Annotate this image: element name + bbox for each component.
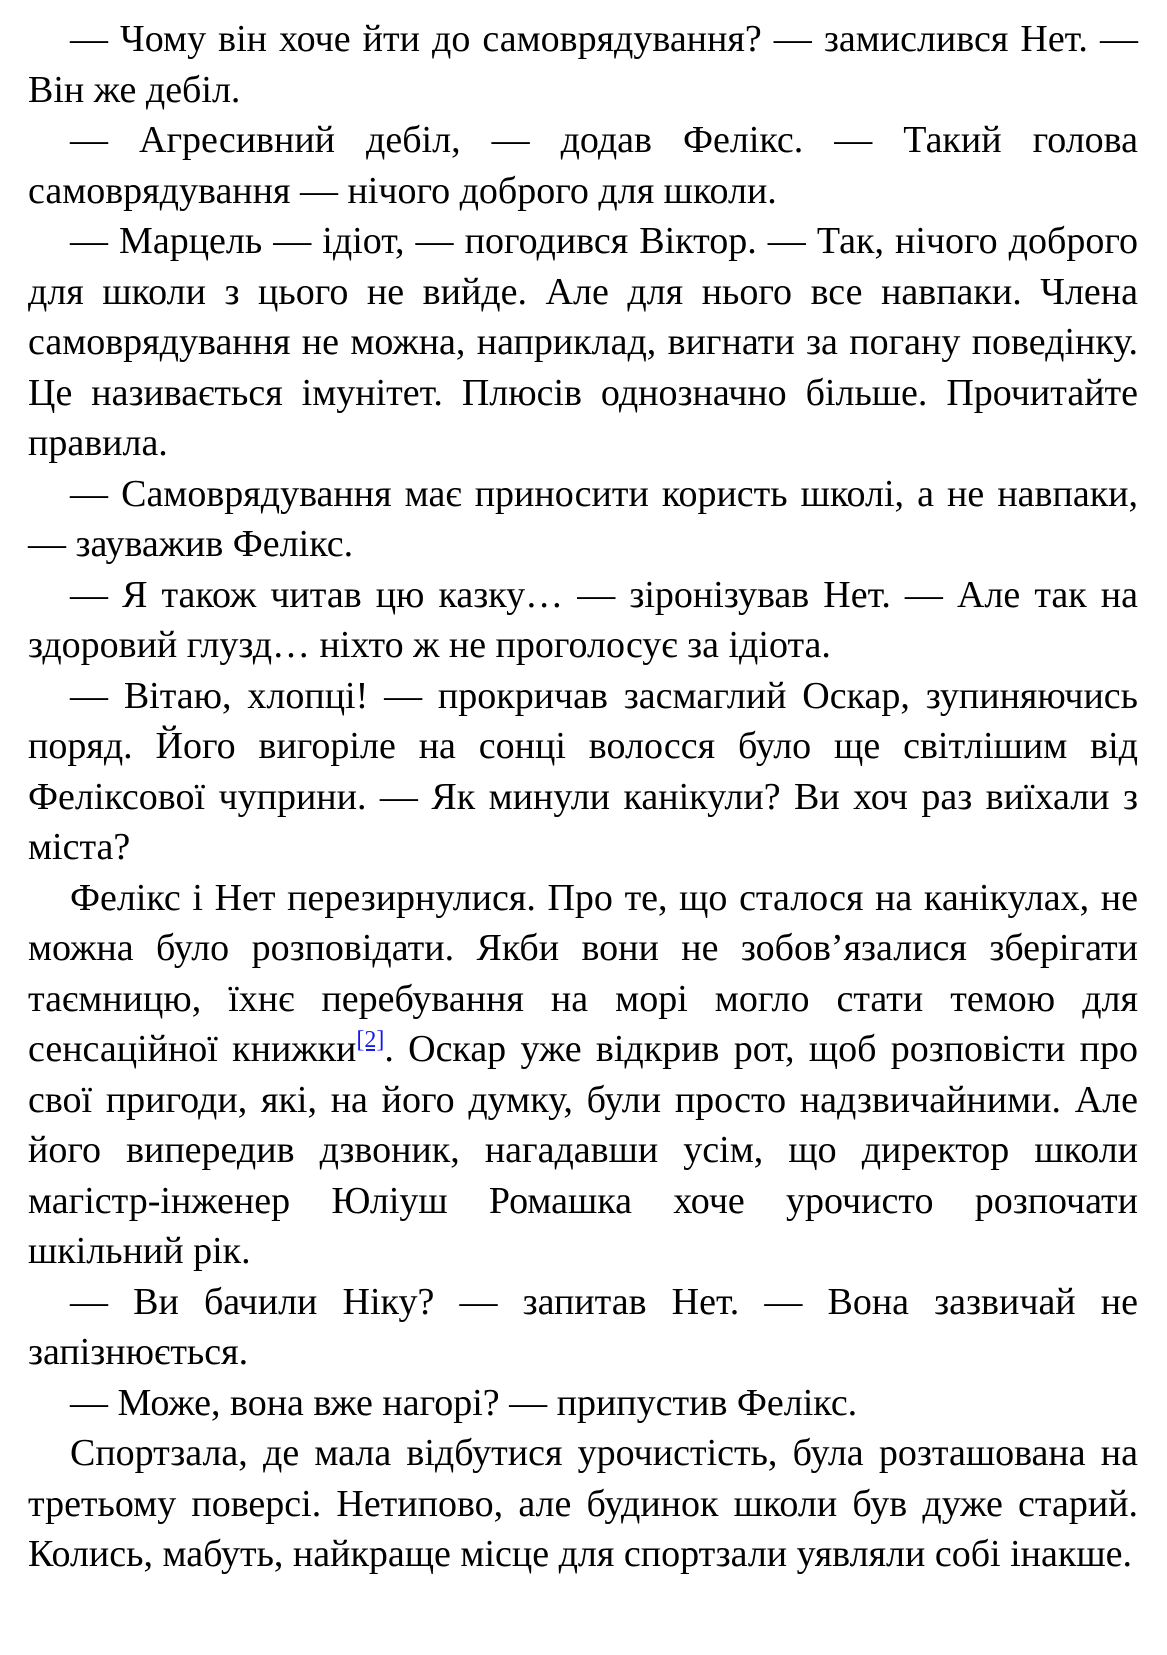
paragraph-text-after-footnote: . Оскар уже відкрив рот, щоб розповісти про свої пригоди, які, на його думку, були просто надзвичайними. Але його випередив дзвоник, нагадавши усім, що директор школи магістр-інженер Юліуш Ромашка хоче урочисто розпочати шкільний рік. bbox=[28, 1028, 1138, 1272]
paragraph: — Може, вона вже нагорі? — припустив Фелікс. bbox=[70, 1381, 858, 1424]
paragraph: — Марцель — ідіот, — погодився Віктор. — Так, нічого доброго для школи з цього не вийде. Але для нього все навпаки. Члена самоврядування не можна, наприклад, вигнати за погану поведінку. Це називається імунітет. Плюсів однозначно більше. Прочитайте правила. bbox=[28, 220, 1138, 464]
footnote-link[interactable]: [2] bbox=[356, 1027, 385, 1053]
paragraph: — Чому він хоче йти до самоврядування? — замислився Нет. — Він же дебіл. bbox=[28, 18, 1138, 111]
paragraph-text-before-footnote: Фелікс і Нет перезирнулися. Про те, що сталося на канікулах, не можна було розповідати. Якби вони не зобов’язалися зберігати таємницю, їхнє перебування на морі могло стати темою для сенсаційної книжки bbox=[28, 876, 1138, 1070]
paragraph: — Агресивний дебіл, — додав Фелікс. — Такий голова самоврядування — нічого доброго для школи. bbox=[28, 119, 1138, 212]
document-page bbox=[28, 14, 1138, 1580]
paragraph-with-footnote bbox=[28, 873, 1138, 1277]
paragraph: Спортзала, де мала відбутися урочистість, була розташована на третьому поверсі. Нетипово, але будинок школи був дуже старий. Колись, мабуть, найкраще місце для спортзали уявляли собі інакше. bbox=[28, 1432, 1138, 1575]
paragraph: — Вітаю, хлопці! — прокричав засмаглий Оскар, зупиняючись поряд. Його вигоріле на сонці волосся було ще світлішим від Феліксової чуприни. — Як минули канікули? Ви хоч раз виїхали з міста? bbox=[28, 674, 1138, 868]
paragraph: — Самоврядування має приносити користь школі, а не навпаки, — зауважив Фелікс. bbox=[28, 472, 1138, 565]
paragraph: — Я також читав цю казку… — зіронізував Нет. — Але так на здоровий глузд… ніхто ж не проголосує за ідіота. bbox=[28, 573, 1138, 666]
paragraph: — Ви бачили Ніку? — запитав Нет. — Вона зазвичай не запізнюється. bbox=[28, 1280, 1138, 1373]
